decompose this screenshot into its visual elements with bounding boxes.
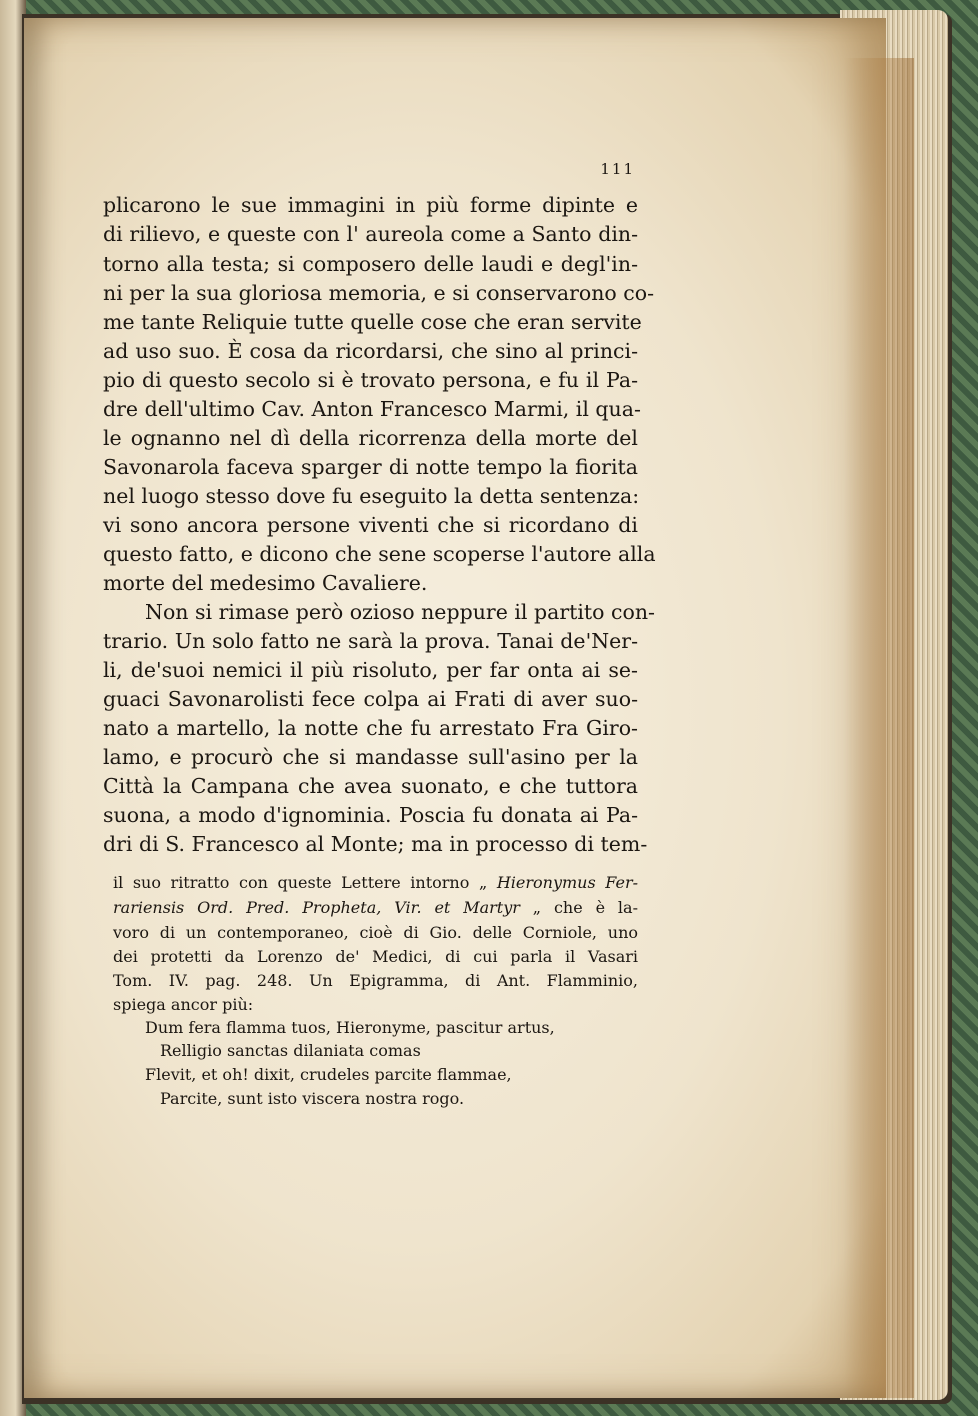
body-line: lamo, e procurò che si mandasse sull'asino per la <box>103 745 638 769</box>
body-line: morte del medesimo Cavaliere. <box>103 571 428 595</box>
body-line: dri di S. Francesco al Monte; ma in processo di tem- <box>103 832 648 856</box>
footnote-line <box>113 895 638 920</box>
verse-line: Flevit, et oh! dixit, crudeles parcite flammae, <box>145 1065 512 1084</box>
body-line: suona, a modo d'ignominia. Poscia fu donata ai Pa- <box>103 803 638 827</box>
body-line: guaci Savonarolisti fece colpa ai Frati di aver suo- <box>103 687 638 711</box>
verse-line: Parcite, sunt isto viscera nostra rogo. <box>160 1089 465 1108</box>
body-line: plicarono le sue immagini in più forme dipinte e <box>103 193 638 217</box>
footnote-line: spiega ancor più: <box>113 995 254 1014</box>
body-line: dre dell'ultimo Cav. Anton Francesco Marmi, il qua- <box>103 397 641 421</box>
body-line: nel luogo stesso dove fu eseguito la detta sentenza: <box>103 484 640 508</box>
verse-line: Dum fera flamma tuos, Hieronyme, pascitur artus, <box>145 1018 555 1037</box>
page-number: 111 <box>600 160 635 178</box>
footnote-text: „ che è la- <box>519 898 638 917</box>
footnote-italic: rariensis Ord. Pred. Propheta, Vir. et Martyr <box>113 898 520 917</box>
footnote-line: voro di un contemporaneo, cioè di Gio. delle Corniole, uno <box>113 923 638 942</box>
body-line: ni per la sua gloriosa memoria, e si conservarono co- <box>103 281 655 305</box>
footnote-text: il suo ritratto con queste Lettere intorno „ <box>113 873 497 892</box>
verse-line: Relligio sanctas dilaniata comas <box>160 1041 421 1060</box>
footnote-italic: Hieronymus Fer- <box>496 873 638 892</box>
body-line: li, de'suoi nemici il più risoluto, per far onta ai se- <box>103 658 638 682</box>
body-line: ad uso suo. È cosa da ricordarsi, che sino al princi- <box>103 339 638 363</box>
body-line: pio di questo secolo si è trovato persona, e fu il Pa- <box>103 368 638 392</box>
body-line: trario. Un solo fatto ne sarà la prova. Tanai de'Ner- <box>103 629 638 653</box>
body-line: me tante Reliquie tutte quelle cose che eran servite <box>103 310 642 334</box>
footnote-line: Tom. IV. pag. 248. Un Epigramma, di Ant. Flamminio, <box>113 971 638 990</box>
body-line: vi sono ancora persone viventi che si ricordano di <box>103 513 638 537</box>
body-line: Città la Campana che avea suonato, e che tuttora <box>103 774 638 798</box>
footnote-line <box>113 870 638 895</box>
body-line: Non si rimase però ozioso neppure il partito con- <box>145 600 655 624</box>
body-line: di rilievo, e queste con l' aureola come a Santo din- <box>103 222 638 246</box>
body-line: nato a martello, la notte che fu arrestato Fra Giro- <box>103 716 638 740</box>
body-line: Savonarola faceva sparger di notte tempo la fiorita <box>103 455 638 479</box>
page-stain <box>844 58 914 1398</box>
body-line: torno alla testa; si composero delle laudi e degl'in- <box>103 252 638 276</box>
body-line: questo fatto, e dicono che sene scoperse l'autore alla <box>103 542 656 566</box>
body-line: le ognanno nel dì della ricorrenza della morte del <box>103 426 638 450</box>
footnote-line: dei protetti da Lorenzo de' Medici, di cui parla il Vasari <box>113 947 638 966</box>
